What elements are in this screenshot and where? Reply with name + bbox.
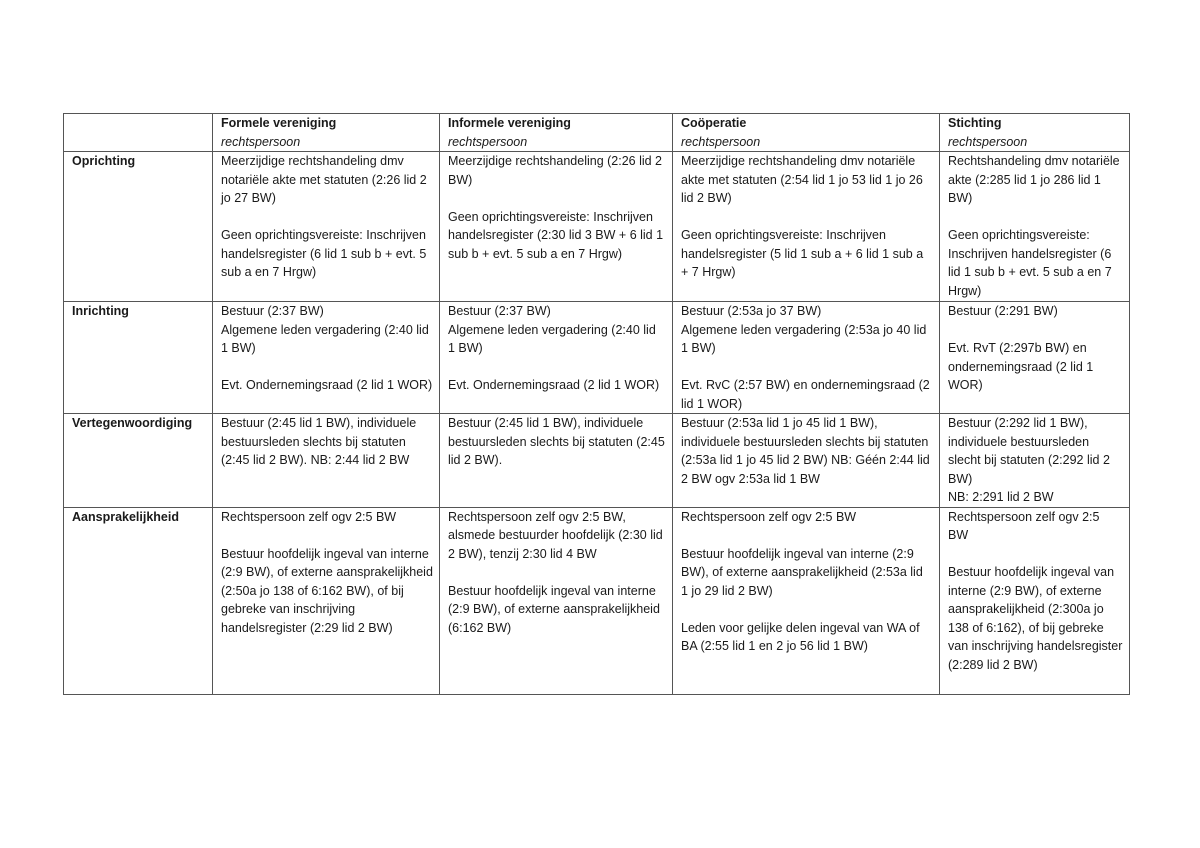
cell-paragraph: Rechtspersoon zelf ogv 2:5 BW	[948, 509, 1100, 542]
cell-paragraph: Geen oprichtingsvereiste: Inschrijven handelsregister (2:30 lid 3 BW + 6 lid 1 sub b + evt. 5 sub a en 7 Hrgw)	[448, 209, 664, 261]
cell-paragraph: Bestuur hoofdelijk ingeval van interne (2:9 BW), of externe aansprakelijkheid (2:50a jo 138 of 6:162 BW), of bij gebreke van inschrijving handelsregister (2:29 lid 2 BW)	[221, 546, 433, 635]
header-cell-formele-vereniging	[213, 114, 440, 152]
table-row-oprichting	[64, 152, 1130, 302]
cell-paragraph: Bestuur hoofdelijk ingeval van interne (2:9 BW), of externe aansprakelijkheid (6:162 BW)	[448, 583, 660, 635]
cell-paragraph: Geen oprichtingsvereiste: Inschrijven handelsregister (6 lid 1 sub b + evt. 5 sub a en 7 Hrgw)	[948, 228, 1112, 298]
table-cell	[213, 152, 440, 302]
cell-paragraph: Bestuur (2:45 lid 1 BW), individuele bestuursleden slechts bij statuten (2:45 lid 2 BW).	[448, 416, 665, 467]
table-cell	[673, 302, 940, 414]
header-cell-informele-vereniging	[440, 114, 673, 152]
table-cell	[440, 302, 673, 414]
column-title: Informele vereniging	[448, 116, 571, 130]
header-cell-cooperatie	[673, 114, 940, 152]
cell-paragraph: Meerzijdige rechtshandeling (2:26 lid 2 BW)	[448, 154, 663, 187]
cell-paragraph: Evt. Ondernemingsraad (2 lid 1 WOR)	[221, 378, 433, 392]
cell-paragraph: Evt. RvT (2:297b BW) en ondernemingsraad (2 lid 1 WOR)	[948, 341, 1094, 392]
column-subtitle: rechtspersoon	[221, 134, 301, 149]
cell-paragraph: Meerzijdige rechtshandeling dmv notariële akte met statuten (2:54 lid 1 jo 53 lid 1 jo 26 lid 2 BW)	[681, 154, 923, 205]
cell-paragraph: Bestuur (2:37 BW) Algemene leden vergadering (2:40 lid 1 BW)	[221, 304, 429, 355]
row-label: Vertegenwoordiging	[72, 416, 193, 430]
cell-paragraph: Rechtspersoon zelf ogv 2:5 BW	[221, 509, 397, 524]
column-subtitle: rechtspersoon	[448, 134, 528, 149]
cell-paragraph: Bestuur (2:37 BW) Algemene leden vergadering (2:40 lid 1 BW)	[448, 304, 656, 355]
cell-paragraph: Geen oprichtingsvereiste: Inschrijven handelsregister (6 lid 1 sub b + evt. 5 sub a en 7 Hrgw)	[221, 228, 427, 279]
header-cell-empty	[64, 114, 213, 152]
cell-paragraph: Evt. RvC (2:57 BW) en ondernemingsraad (2 lid 1 WOR)	[681, 378, 930, 411]
cell-paragraph: Meerzijdige rechtshandeling dmv notariële akte met statuten (2:26 lid 2 jo 27 BW)	[221, 154, 427, 205]
cell-paragraph: Rechtspersoon zelf ogv 2:5 BW	[681, 509, 857, 524]
cell-paragraph: Bestuur hoofdelijk ingeval van interne (2:9 BW), of externe aansprakelijkheid (2:53a lid 1 jo 29 lid 2 BW)	[681, 546, 923, 598]
table-cell	[673, 152, 940, 302]
column-subtitle: rechtspersoon	[948, 134, 1028, 149]
row-label-cell	[64, 152, 213, 302]
cell-paragraph: Bestuur (2:45 lid 1 BW), individuele bestuursleden slechts bij statuten (2:45 lid 2 BW). NB: 2:44 lid 2 BW	[221, 416, 417, 467]
row-label: Aansprakelijkheid	[72, 509, 179, 524]
document-page	[63, 113, 1129, 695]
row-label-cell	[64, 507, 213, 694]
table-cell	[673, 414, 940, 508]
table-cell	[940, 152, 1130, 302]
table-row-inrichting	[64, 302, 1130, 414]
cell-paragraph: Bestuur (2:291 BW)	[948, 304, 1058, 318]
column-subtitle: rechtspersoon	[681, 134, 761, 149]
cell-paragraph: Bestuur hoofdelijk ingeval van interne (2:9 BW), of externe aansprakelijkheid (2:300a jo 138 of 6:162), of bij gebreke van inschrijving handelsregister (2:289 lid 2 BW)	[948, 565, 1123, 672]
column-title: Coöperatie	[681, 116, 747, 130]
header-cell-stichting	[940, 114, 1130, 152]
table-cell	[940, 414, 1130, 508]
table-cell	[940, 507, 1130, 694]
cell-paragraph: Bestuur (2:53a jo 37 BW) Algemene leden vergadering (2:53a jo 40 lid 1 BW)	[681, 304, 927, 355]
cell-paragraph: Geen oprichtingsvereiste: Inschrijven handelsregister (5 lid 1 sub a + 6 lid 1 sub a + 7 Hrgw)	[681, 228, 924, 279]
table-row-vertegenwoordiging	[64, 414, 1130, 508]
table-cell	[940, 302, 1130, 414]
column-title: Formele vereniging	[221, 116, 337, 130]
table-cell	[213, 302, 440, 414]
table-cell	[440, 152, 673, 302]
row-label: Oprichting	[72, 154, 136, 168]
table-cell	[213, 414, 440, 508]
row-label: Inrichting	[72, 304, 129, 318]
cell-paragraph: Bestuur (2:53a lid 1 jo 45 lid 1 BW), individuele bestuursleden slechts bij statuten (2:53a lid 1 jo 45 lid 2 BW) NB: Géén 2:44 lid 2 BW ogv 2:53a lid 1 BW	[681, 416, 930, 486]
cell-paragraph: Bestuur (2:292 lid 1 BW), individuele bestuursleden slecht bij statuten (2:292 lid 2 BW) NB: 2:291 lid 2 BW	[948, 416, 1110, 504]
header-row	[64, 114, 1130, 152]
table-cell	[440, 507, 673, 694]
table-row-aansprakelijkheid	[64, 507, 1130, 694]
column-title: Stichting	[948, 116, 1002, 130]
table-cell	[213, 507, 440, 694]
cell-paragraph: Rechtspersoon zelf ogv 2:5 BW, alsmede bestuurder hoofdelijk (2:30 lid 2 BW), tenzij 2:30 lid 4 BW	[448, 509, 663, 561]
cell-paragraph: Rechtshandeling dmv notariële akte (2:285 lid 1 jo 286 lid 1 BW)	[948, 154, 1120, 205]
table-cell	[673, 507, 940, 694]
table-cell	[440, 414, 673, 508]
cell-paragraph: Evt. Ondernemingsraad (2 lid 1 WOR)	[448, 378, 660, 392]
cell-paragraph: Leden voor gelijke delen ingeval van WA of BA (2:55 lid 1 en 2 jo 56 lid 1 BW)	[681, 620, 920, 653]
legal-entities-comparison-table	[63, 113, 1130, 695]
row-label-cell	[64, 302, 213, 414]
row-label-cell	[64, 414, 213, 508]
